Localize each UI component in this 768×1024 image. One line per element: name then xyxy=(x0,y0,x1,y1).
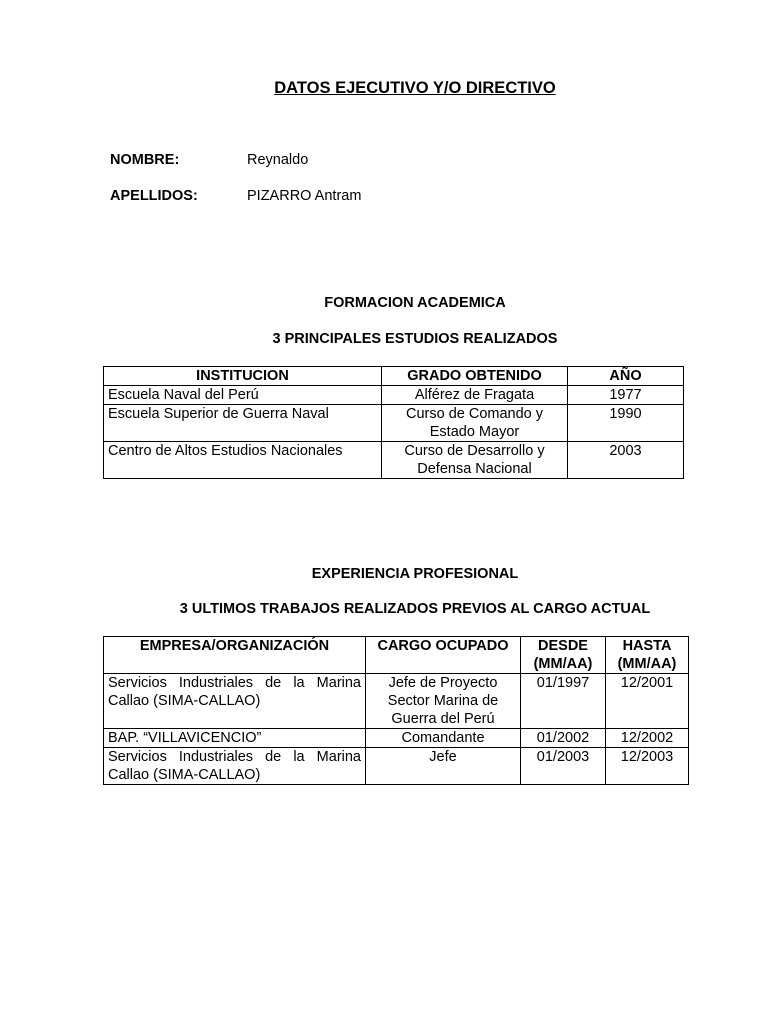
academic-subtitle: 3 PRINCIPALES ESTUDIOS REALIZADOS xyxy=(272,331,558,347)
anio-cell: 2003 xyxy=(568,442,684,479)
apellidos-value: PIZARRO Antram xyxy=(247,188,362,204)
header-empresa: EMPRESA/ORGANIZACIÓN xyxy=(104,637,366,674)
header-grado: GRADO OBTENIDO xyxy=(382,367,568,386)
nombre-value: Reynaldo xyxy=(247,152,309,168)
table-row xyxy=(104,442,684,479)
experience-subtitle: 3 ULTIMOS TRABAJOS REALIZADOS PREVIOS AL CARGO ACTUAL xyxy=(179,601,651,617)
header-anio: AÑO xyxy=(568,367,684,386)
apellidos-label: APELLIDOS: xyxy=(110,188,198,204)
empresa-cell: Servicios Industriales de la Marina Callao (SIMA-CALLAO) xyxy=(104,748,366,785)
document-title: DATOS EJECUTIVO Y/O DIRECTIVO xyxy=(274,79,556,97)
header-institucion: INSTITUCION xyxy=(104,367,382,386)
cargo-cell: Jefe xyxy=(366,748,521,785)
table-row xyxy=(104,748,689,785)
hasta-cell: 12/2001 xyxy=(606,674,689,729)
table-row xyxy=(104,729,689,748)
grado-cell: Curso de Comando y Estado Mayor xyxy=(382,405,568,442)
table-row xyxy=(104,674,689,729)
experience-section-title: EXPERIENCIA PROFESIONAL xyxy=(311,566,519,582)
grado-cell: Curso de Desarrollo y Defensa Nacional xyxy=(382,442,568,479)
header-cargo: CARGO OCUPADO xyxy=(366,637,521,674)
institucion-cell: Escuela Naval del Perú xyxy=(104,386,382,405)
desde-cell: 01/2002 xyxy=(521,729,606,748)
empresa-cell: BAP. “VILLAVICENCIO” xyxy=(104,729,366,748)
cargo-cell: Comandante xyxy=(366,729,521,748)
hasta-cell: 12/2003 xyxy=(606,748,689,785)
academic-section-title: FORMACION ACADEMICA xyxy=(324,295,506,311)
institucion-cell: Escuela Superior de Guerra Naval xyxy=(104,405,382,442)
empresa-cell: Servicios Industriales de la Marina Callao (SIMA-CALLAO) xyxy=(104,674,366,729)
nombre-label: NOMBRE: xyxy=(110,152,180,168)
table-row xyxy=(104,386,684,405)
desde-cell: 01/2003 xyxy=(521,748,606,785)
desde-cell: 01/1997 xyxy=(521,674,606,729)
grado-cell: Alférez de Fragata xyxy=(382,386,568,405)
table-row xyxy=(104,405,684,442)
header-hasta: HASTA (MM/AA) xyxy=(606,637,689,674)
hasta-cell: 12/2002 xyxy=(606,729,689,748)
experience-table xyxy=(103,636,689,785)
anio-cell: 1977 xyxy=(568,386,684,405)
cargo-cell: Jefe de Proyecto Sector Marina de Guerra del Perú xyxy=(366,674,521,729)
header-desde: DESDE (MM/AA) xyxy=(521,637,606,674)
table-header-row xyxy=(104,367,684,386)
institucion-cell: Centro de Altos Estudios Nacionales xyxy=(104,442,382,479)
table-header-row xyxy=(104,637,689,674)
academic-table xyxy=(103,366,684,479)
anio-cell: 1990 xyxy=(568,405,684,442)
